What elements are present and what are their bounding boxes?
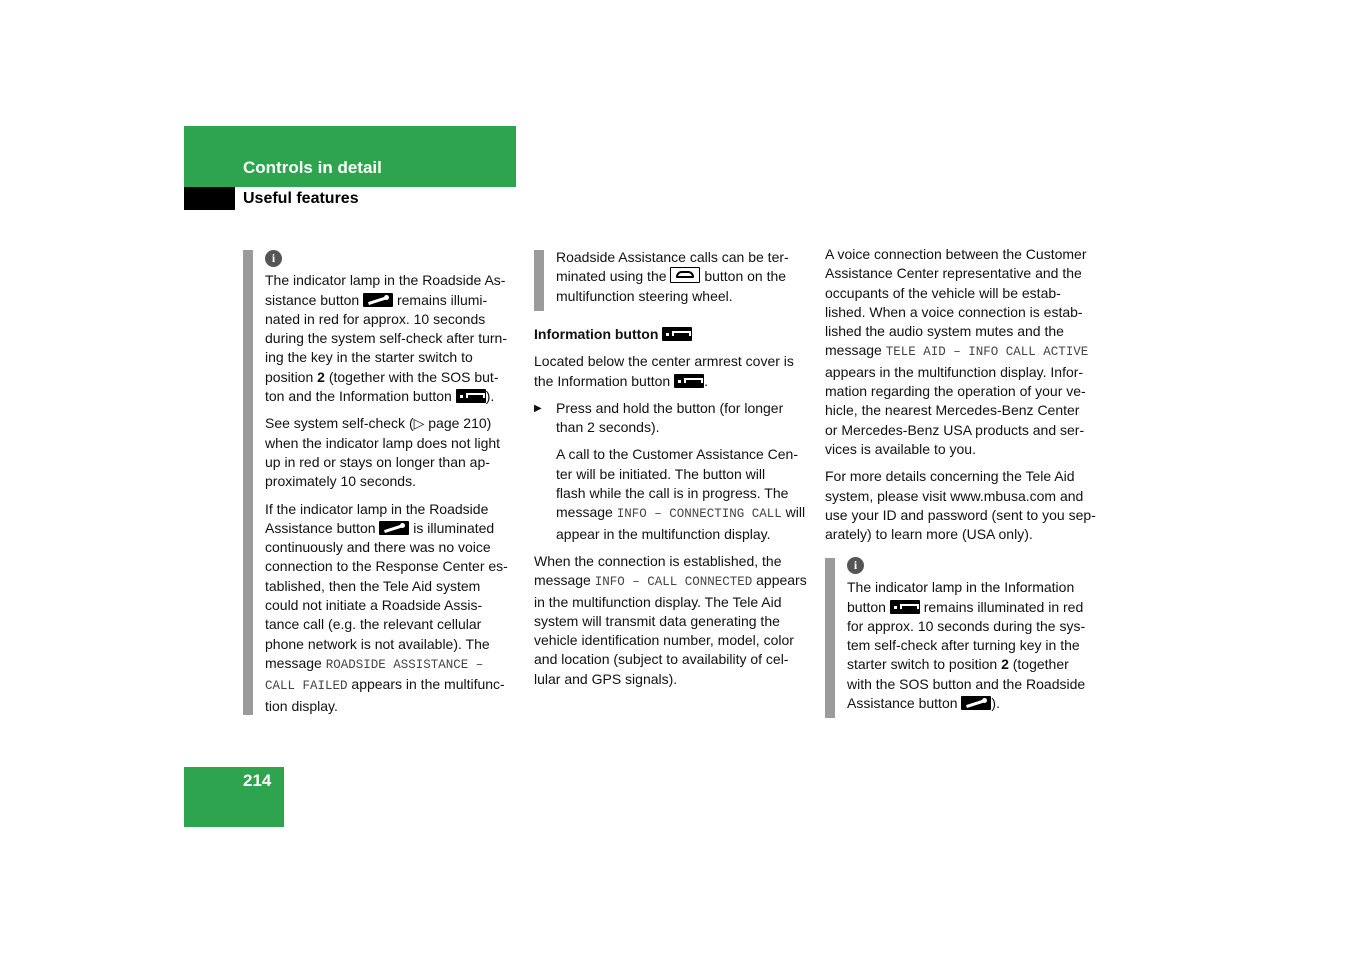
info-circle-icon: i xyxy=(265,250,282,267)
note-column-3 xyxy=(847,555,1107,721)
step-text: Press and hold the button (for longer than 2 seconds). xyxy=(556,399,784,436)
body-paragraph: When the connection is established, the message INFO – CALL CONNECTED appears in the multifunction display. The Tele Aid system will transmit data generating the vehicle identification number, model, color and location (subject to availability of cel- lular and GPS signals). xyxy=(534,552,807,687)
subsection-title: Useful features xyxy=(243,190,359,207)
instruction-step xyxy=(534,399,814,544)
section-heading: Information button xyxy=(534,325,814,344)
bullet-marker: ▶ xyxy=(534,402,542,414)
note-paragraph: The indicator lamp in the Roadside As- sistance button remains illumi- nated in red for approx. 10 seconds during the system self-check after turn- ing the key in the starter switch to position 2 (together with the SOS but- ton and the Information button ). xyxy=(265,272,507,405)
end-call-button-icon xyxy=(670,267,700,283)
information-button-icon xyxy=(674,374,704,388)
note-paragraph: The indicator lamp in the Information button remains illuminated in red for approx. 10 seconds during the sys- tem self-check after turning key in the starter switch to position 2 (together with the SOS button and the Roadside Assistance button ). xyxy=(847,579,1086,712)
information-button-icon xyxy=(662,327,692,341)
body-paragraph: Located below the center armrest cover is the Information button . xyxy=(534,353,794,389)
section-title: Controls in detail xyxy=(243,158,382,177)
note-column-1 xyxy=(265,248,520,724)
body-paragraph: A voice connection between the Customer Assistance Center representative and the occupants of the vehicle will be estab- lished. When a voice connection is estab- lished the audio system mutes and the message TELE AID – INFO CALL ACTIVE appears in the multifunction display. Infor- mation regarding the operation of your ve- hicle, the nearest Mercedes-Benz Center or Mercedes-Benz USA products and ser- vices is available to you. xyxy=(825,246,1089,457)
note-paragraph: If the indicator lamp in the Roadside Assistance button is illuminated continuously and there was no voice connection to the Response Center es- tablished, then the Tele Aid system could not initiate a Roadside Assis- tance call (e.g. the relevant cellular phone network is not available). The message ROADSIDE ASSISTANCE – CALL FAILED appears in the multifunc- tion display. xyxy=(265,500,508,714)
information-button-icon xyxy=(890,600,920,614)
roadside-assistance-button-icon xyxy=(379,521,409,535)
note-paragraph: See system self-check (▷ page 210) when the indicator lamp does not light up in red or stays on longer than ap- proximately 10 seconds. xyxy=(265,415,501,490)
info-circle-icon: i xyxy=(847,557,864,574)
body-column-3 xyxy=(825,245,1105,552)
body-column-2 xyxy=(534,325,814,697)
note-bar xyxy=(534,250,544,311)
page-number: 214 xyxy=(243,771,272,790)
step-result: A call to the Customer Assistance Cen- ter will be initiated. The button will flash while the call is in progress. The message INFO – CONNECTING CALL will appear in the multifunction display. xyxy=(556,446,806,542)
note-bar xyxy=(825,558,835,718)
note-paragraph: Roadside Assistance calls can be ter- minated using the button on the multifunction steering wheel. xyxy=(556,249,789,304)
roadside-assistance-button-icon xyxy=(363,293,393,307)
roadside-assistance-button-icon xyxy=(961,696,991,710)
information-button-icon xyxy=(456,389,486,403)
note-column-2 xyxy=(556,248,811,314)
body-paragraph: For more details concerning the Tele Aid system, please visit www.mbusa.com and use your ID and password (sent to you sep- arately) to learn more (USA only). xyxy=(825,468,1096,543)
section-marker xyxy=(184,187,235,210)
note-bar xyxy=(243,250,253,715)
